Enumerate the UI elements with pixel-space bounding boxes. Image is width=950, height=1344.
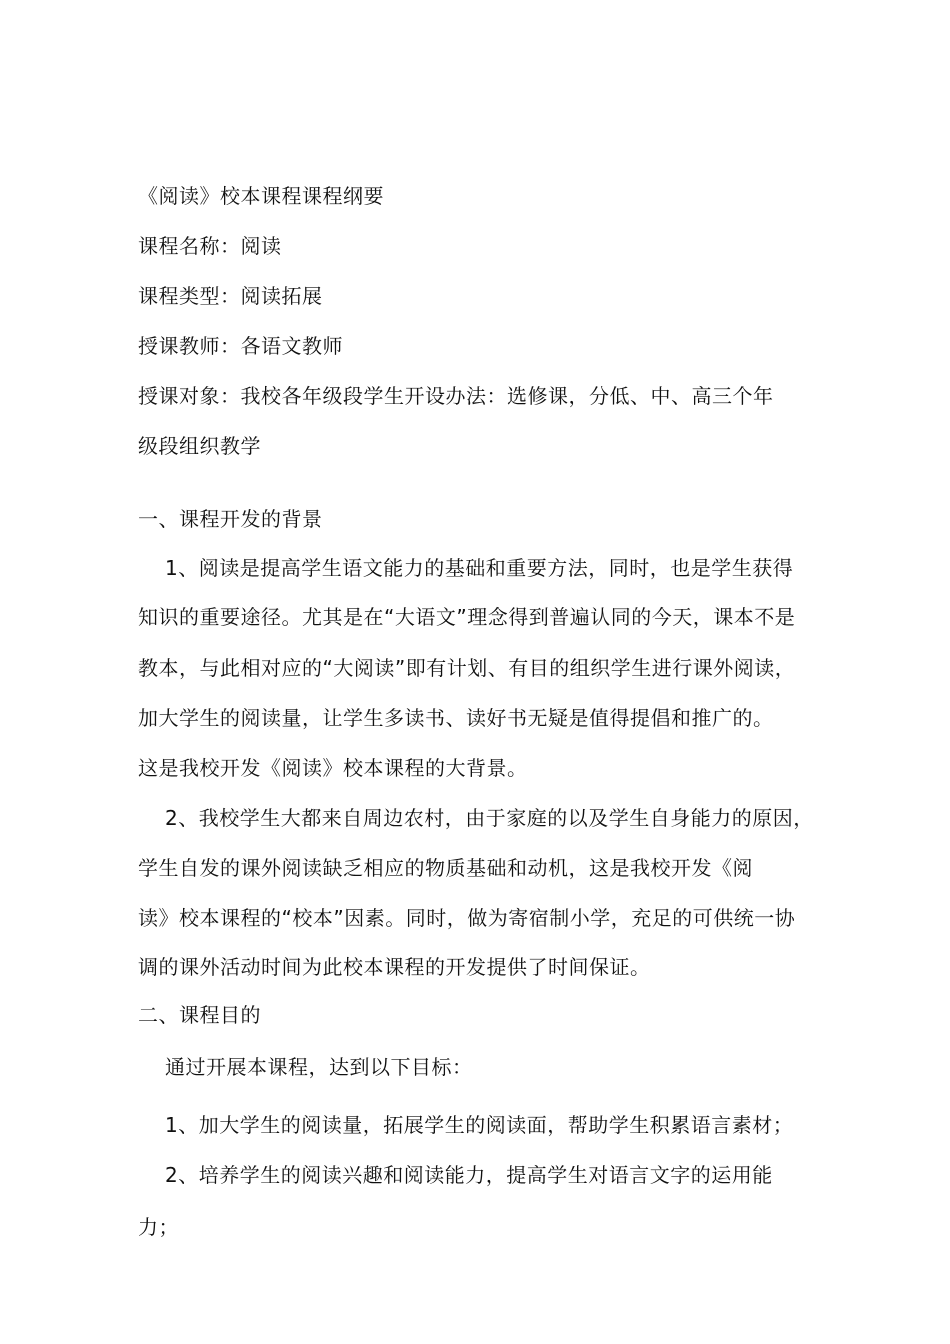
section1-p1-line-2: 知识的重要途径。尤其是在“大语文”理念得到普遍认同的今天，课本不是 xyxy=(138,605,796,629)
section1-heading: 一、课程开发的背景 xyxy=(138,507,323,531)
section1-p1-line-4: 加大学生的阅读量，让学生多读书、读好书无疑是值得提倡和推广的。 xyxy=(138,706,774,730)
section2-goal-1: 1、加大学生的阅读量，拓展学生的阅读面，帮助学生积累语言素材； xyxy=(165,1113,794,1137)
section1-p2-line-4: 调的课外活动时间为此校本课程的开发提供了时间保证。 xyxy=(138,955,651,979)
section1-p2-line-3: 读》校本课程的“校本”因素。同时，做为寄宿制小学，充足的可供统一协 xyxy=(138,906,796,930)
section2-intro: 通过开展本课程，达到以下目标： xyxy=(165,1055,473,1079)
course-type: 课程类型：阅读拓展 xyxy=(138,284,323,308)
section2-goal-2-line-1: 2、培养学生的阅读兴趣和阅读能力，提高学生对语言文字的运用能 xyxy=(165,1163,773,1187)
course-target-line-1: 授课对象：我校各年级段学生开设办法：选修课，分低、中、高三个年 xyxy=(138,384,774,408)
course-name: 课程名称：阅读 xyxy=(138,234,282,258)
section1-p1-line-1: 1、阅读是提高学生语文能力的基础和重要方法，同时，也是学生获得 xyxy=(165,556,794,580)
course-target-line-2: 级段组织教学 xyxy=(138,434,261,458)
section1-p2-line-1: 2、我校学生大都来自周边农村，由于家庭的以及学生自身能力的原因， xyxy=(165,806,814,830)
section1-p1-line-3: 教本，与此相对应的“大阅读”即有计划、有目的组织学生进行课外阅读， xyxy=(138,656,796,680)
section1-p2-line-2: 学生自发的课外阅读缺乏相应的物质基础和动机，这是我校开发《阅 xyxy=(138,856,753,880)
course-teacher: 授课教师：各语文教师 xyxy=(138,334,343,358)
section2-heading: 二、课程目的 xyxy=(138,1003,261,1027)
section1-p1-line-5: 这是我校开发《阅读》校本课程的大背景。 xyxy=(138,756,528,780)
document-title: 《阅读》校本课程课程纲要 xyxy=(138,184,384,208)
section2-goal-2-line-2: 力； xyxy=(138,1215,179,1239)
